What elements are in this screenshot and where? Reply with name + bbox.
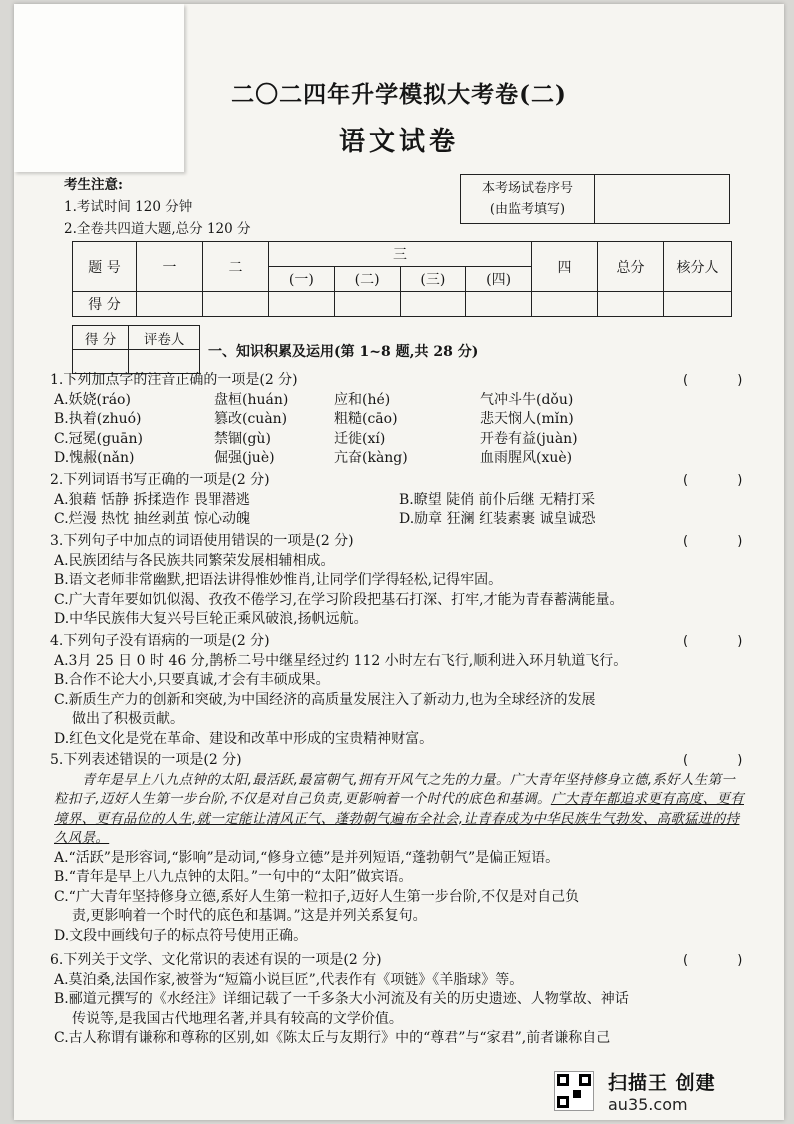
option[interactable]: A.妖娆(ráo) [54,391,131,408]
header-part4: 四 [532,242,598,292]
seq-blank[interactable] [595,175,729,223]
options [50,491,748,530]
option[interactable]: D.愧赧(nǎn) [54,450,135,466]
option[interactable]: C.古人称谓有谦称和尊称的区别,如《陈太丘与友期行》中的“尊君”与“家君”,前者谦称自己 [54,1030,611,1046]
header-checker: 核分人 [664,242,732,292]
option-word: 悲天悯人(mǐn) [480,411,574,427]
seq-note: (由监考填写) [489,202,566,217]
option[interactable]: D.中华民族伟大复兴号巨轮正乘风破浪,扬帆远航。 [54,611,368,627]
score-cell[interactable] [269,292,335,317]
option[interactable]: B.执着(zhuó) [54,411,142,427]
paper-sequence-box [460,174,730,224]
header-total: 总分 [598,242,664,292]
watermark-name: 扫描王 创建 [608,1072,716,1094]
notice-line: 1.考试时间 120 分钟 [64,199,193,215]
option-word: 篡改(cuàn) [214,411,288,427]
option[interactable]: A.民族团结与各民族共同繁荣发展相辅相成。 [54,552,335,569]
header-sub: (二) [334,267,400,292]
option-word: 粗糙(cāo) [334,411,398,427]
question-stem: 2.下列词语书写正确的一项是(2 分) [50,472,270,488]
qr-code-icon [554,1071,594,1111]
option-word: 血雨腥风(xuè) [480,450,573,466]
question-2 [50,471,748,530]
option[interactable]: A.“活跃”是形容词,“影响”是动词,“修身立德”是并列短语,“蓬勃朝气”是偏正短语。 [54,849,560,866]
score-cell[interactable] [400,292,466,317]
answer-bracket[interactable]: ( ) [681,473,744,488]
option[interactable]: C.广大青年要如饥似渴、孜孜不倦学习,在学习阶段把基石打深、打牢,才能为青春蓄满能量。 [54,591,624,608]
option[interactable]: A.狼藉 恬静 拆揉造作 畏罪潜逃 [54,491,250,508]
question-stem: 1.下列加点字的注音正确的一项是(2 分) [50,372,298,388]
option-word: 应和(hé) [334,391,391,408]
score-cell[interactable] [664,292,732,317]
option[interactable]: C.“广大青年坚持修身立德,系好人生第一粒扣子,迈好人生第一步台阶,不仅是对自己负 [54,888,580,905]
seq-label: 本考场试卷序号 [481,181,573,196]
candidate-notice [64,174,251,240]
answer-bracket[interactable]: ( ) [681,373,744,388]
header-part3: 三 [269,242,532,267]
option[interactable]: D.文段中画线句子的标点符号使用正确。 [54,927,308,944]
exam-paper [14,4,784,1120]
option[interactable]: D.红色文化是党在革命、建设和改革中形成的宝贵精神财富。 [54,730,434,747]
row-label-score: 得 分 [73,292,137,317]
option-continued: 传说等,是我国古代地理名著,并具有较高的文学价值。 [72,1010,403,1027]
header-sub: (一) [269,267,335,292]
option-word: 迁徙(xí) [334,430,386,447]
option[interactable]: C.烂漫 热忱 抽丝剥茧 惊心动魄 [54,511,251,527]
header-sub: (四) [466,267,532,292]
option-continued: 做出了积极贡献。 [72,711,184,727]
section-heading: 一、知识积累及运用(第 1~8 题,共 28 分) [208,344,479,360]
question-6 [50,951,748,1049]
grader-name-cell[interactable] [129,350,200,374]
grader-score-label: 得 分 [73,326,129,350]
score-cell[interactable] [466,292,532,317]
options [50,391,748,469]
header-part2: 二 [203,242,269,292]
question-5 [50,751,748,946]
option[interactable]: C.新质生产力的创新和突破,为中国经济的高质量发展注入了新动力,也为全球经济的发展 [54,691,596,708]
option-word: 禁锢(gù) [214,430,271,447]
watermark-url: au35.com [608,1095,688,1114]
exam-subtitle: 语文试卷 [338,127,459,157]
question-1 [50,371,748,469]
grader-score-cell[interactable] [73,350,129,374]
option[interactable]: B.语文老师非常幽默,把语法讲得惟妙惟肖,让同学们学得轻松,记得牢固。 [54,572,503,588]
option-continued: 责,更影响着一个时代的底色和基调。”这是并列关系复句。 [72,908,427,924]
option[interactable]: D.励章 狂澜 红装素裹 诚皇诚恐 [399,511,596,527]
header-tihao: 题 号 [73,242,137,292]
option-word: 倔强(juè) [214,450,275,466]
score-table [72,241,732,317]
option-word: 气冲斗牛(dǒu) [480,391,574,408]
answer-bracket[interactable]: ( ) [681,753,744,768]
passage-text: 青年是早上八九点钟的太阳,最活跃,最富朝气,拥有开风气之先的力量。广大青年坚持修身立德,系好人生第一粒扣子,迈好人生第一步台阶,不仅是对自己负责,更影响着一个时代的底色和基调。 [54,771,736,807]
score-cell[interactable] [598,292,664,317]
scanner-watermark [554,1068,784,1114]
score-cell[interactable] [203,292,269,317]
answer-bracket[interactable]: ( ) [681,953,744,968]
notice-heading: 考生注意: [64,177,123,193]
score-cell[interactable] [137,292,203,317]
grader-table [72,325,200,374]
header-sub: (三) [400,267,466,292]
question-stem: 6.下列关于文学、文化常识的表述有误的一项是(2 分) [50,952,382,968]
question-stem: 3.下列句子中加点的词语使用错误的一项是(2 分) [50,533,354,549]
answer-bracket[interactable]: ( ) [681,534,744,549]
question-4 [50,632,748,749]
option-word: 开卷有益(juàn) [480,430,578,447]
option[interactable]: B.瞭望 陡俏 前仆后继 无精打采 [399,491,596,508]
exam-title: 二〇二四年升学模拟大考卷(二) [231,81,567,108]
option[interactable]: A.莫泊桑,法国作家,被誉为“短篇小说巨匠”,代表作有《项链》《羊脂球》等。 [54,971,524,988]
grader-label: 评卷人 [129,326,200,350]
score-cell[interactable] [532,292,598,317]
option[interactable]: C.冠冕(guān) [54,430,143,447]
option[interactable]: B.“青年是早上八九点钟的太阳。”一句中的“太阳”做宾语。 [54,869,413,885]
option-word: 盘桓(huán) [214,391,289,408]
header-part1: 一 [137,242,203,292]
option-word: 亢奋(kàng) [334,450,408,466]
question-stem: 4.下列句子没有语病的一项是(2 分) [50,633,270,649]
option[interactable]: A.3月 25 日 0 时 46 分,鹊桥二号中继星经过约 112 小时左右飞行,顺利进入环月轨道飞行。 [54,652,628,669]
notice-line: 2.全卷共四道大题,总分 120 分 [64,221,251,237]
question-stem: 5.下列表述错误的一项是(2 分) [50,752,242,768]
option[interactable]: B.合作不论大小,只要真诚,才会有丰硕成果。 [54,672,330,688]
score-cell[interactable] [334,292,400,317]
underlined-sentence: 广大青年都追求更有高度、更有境界、更有品位的人生,就一定能让清风正气、蓬勃朝气遍布全社会,让青春成为中华民族生气勃发、高歌猛进的持久风景。 [54,791,744,846]
reading-passage [50,771,748,849]
option[interactable]: B.郦道元撰写的《水经注》详细记载了一千多条大小河流及有关的历史遗迹、人物掌故、神话 [54,991,629,1007]
question-3 [50,532,748,630]
answer-bracket[interactable]: ( ) [681,634,744,649]
